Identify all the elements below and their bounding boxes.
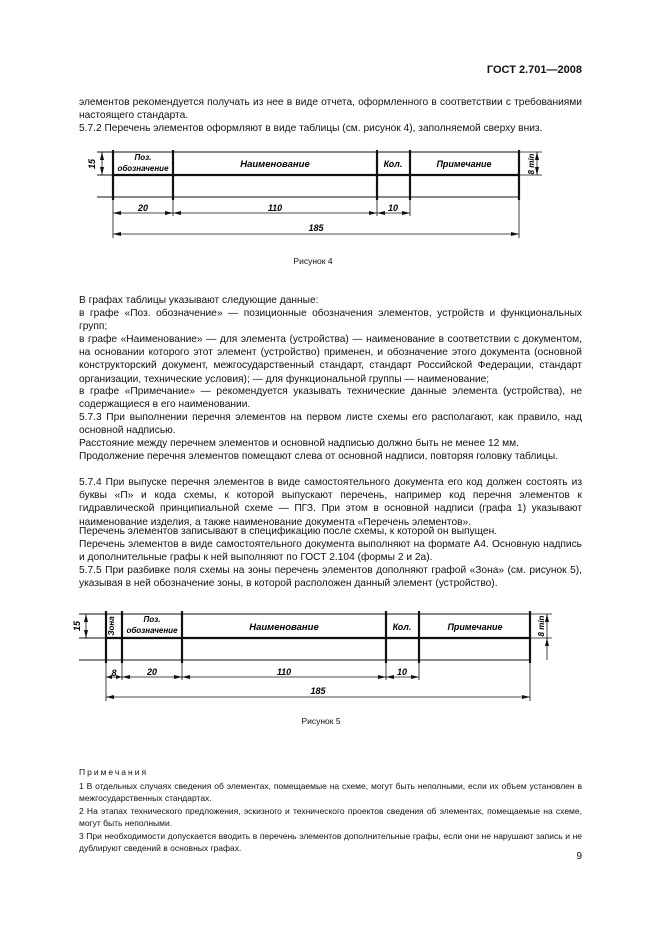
- col-pos-label-2: обозначение: [126, 626, 178, 635]
- col-qty-label: Кол.: [383, 159, 403, 169]
- col-name-label: Наименование: [240, 159, 310, 170]
- dim-8: 8: [111, 668, 117, 678]
- col-pos-label: Поз.: [134, 153, 152, 162]
- document-header: ГОСТ 2.701—2008: [486, 64, 582, 76]
- paragraph: 5.7.4 При выпуске перечня элементов в виде самостоятельного документа его код должен состоять из буквы «П» и кода схемы, к которой выпускают перечень, например код перечня элементов к гидравлической принципиальной схеме — ПГЗ. При этом в основной надписи (графа 1) указывают наименование изделия, а также наименование документа «Перечень элементов».: [79, 477, 582, 528]
- dim-110: 110: [276, 667, 292, 677]
- paragraph: в графе «Примечание» — рекомендуется указывать технические данные элемента (устройства), не содержащиеся в его наименовании.: [79, 386, 582, 411]
- note-3: 3 При необходимости допускается вводить в перечень элементов дополнительные графы, если они не нарушают запись и не дублируют сведений в основных графах.: [79, 831, 582, 853]
- col-pos-label-2: обозначение: [117, 164, 169, 173]
- paragraph-text: 5.7.2 Перечень элементов оформляют в виде таблицы (см. рисунок 4), заполняемой сверху вниз.: [79, 123, 543, 134]
- col-name-label: Наименование: [249, 622, 319, 633]
- dim-10: 10: [387, 203, 399, 213]
- dim-10: 10: [396, 667, 408, 677]
- col-qty-label: Кол.: [392, 622, 412, 632]
- paragraph: В графах таблицы указывают следующие данные:: [79, 295, 319, 306]
- figure-4-caption: Рисунок 4: [293, 256, 333, 266]
- dim-20: 20: [146, 667, 158, 677]
- dim-185: 185: [310, 686, 326, 696]
- paragraph: Продолжение перечня элементов помещают слева от основной надписи, повторяя головку таблицы.: [79, 451, 559, 462]
- col-note-label: Примечание: [436, 159, 492, 169]
- notes-title: Примечания: [79, 767, 149, 777]
- paragraph: Перечень элементов записывают в спецификацию после схемы, к которой он выпущен.: [79, 526, 498, 537]
- dim-110: 110: [267, 203, 283, 213]
- col-pos-label: Поз.: [143, 615, 161, 624]
- paragraph: 5.7.5 При разбивке поля схемы на зоны перечень элементов дополняют графой «Зона» (см. рисунок 5), указывая в ней обозначение зоны, в которой расположен данный элемент (устройство).: [79, 565, 582, 590]
- paragraph: Расстояние между перечнем элементов и основной надписью должно быть не менее 12 мм.: [79, 438, 519, 449]
- dim-15: 15: [87, 158, 97, 170]
- note-2: 2 На этапах технического предложения, эскизного и технического проектов сведения об элементах, помещаемые на схеме, могут быть неполными.: [79, 806, 582, 828]
- dim-8min: 8 min: [527, 153, 536, 175]
- paragraph: в графе «Наименование» — для элемента (устройства) — наименование в соответствии с документом, на основании которого этот элемент (устройство) применен, и обозначение этого документа (основной конструкторский документ, межгосударственный стандарт, стандарт Российской Федерации, стандарт организации, технические условия); — для функциональной группы — наименование;: [79, 334, 582, 385]
- col-zone-label: Зона: [107, 616, 116, 636]
- dim-20: 20: [137, 203, 149, 213]
- figure-5-caption: Рисунок 5: [301, 716, 341, 726]
- paragraph: Перечень элементов в виде самостоятельного документа выполняют на формате А4. Основную надпись и дополнительные графы к ней выполняют по ГОСТ 2.104 (формы 2 и 2а).: [79, 539, 582, 564]
- paragraph: в графе «Поз. обозначение» — позиционные обозначения элементов, устройств и функциональных групп;: [79, 308, 582, 333]
- note-1: 1 В отдельных случаях сведения об элементах, помещаемые на схеме, могут быть неполными, если их объем установлен в межгосударственных стандартах.: [79, 781, 582, 803]
- paragraph: 5.7.3 При выполнении перечня элементов на первом листе схемы его располагают, как правило, над основной надписью.: [79, 412, 582, 437]
- dim-15: 15: [72, 620, 82, 632]
- col-note-label: Примечание: [447, 622, 503, 632]
- dim-8min: 8 min: [537, 615, 546, 637]
- page-number: 9: [576, 851, 582, 862]
- dim-185: 185: [308, 223, 324, 233]
- paragraph: элементов рекомендуется получать из нее в виде отчета, оформленного в соответствии с требованиями настоящего стандарта.: [79, 97, 582, 122]
